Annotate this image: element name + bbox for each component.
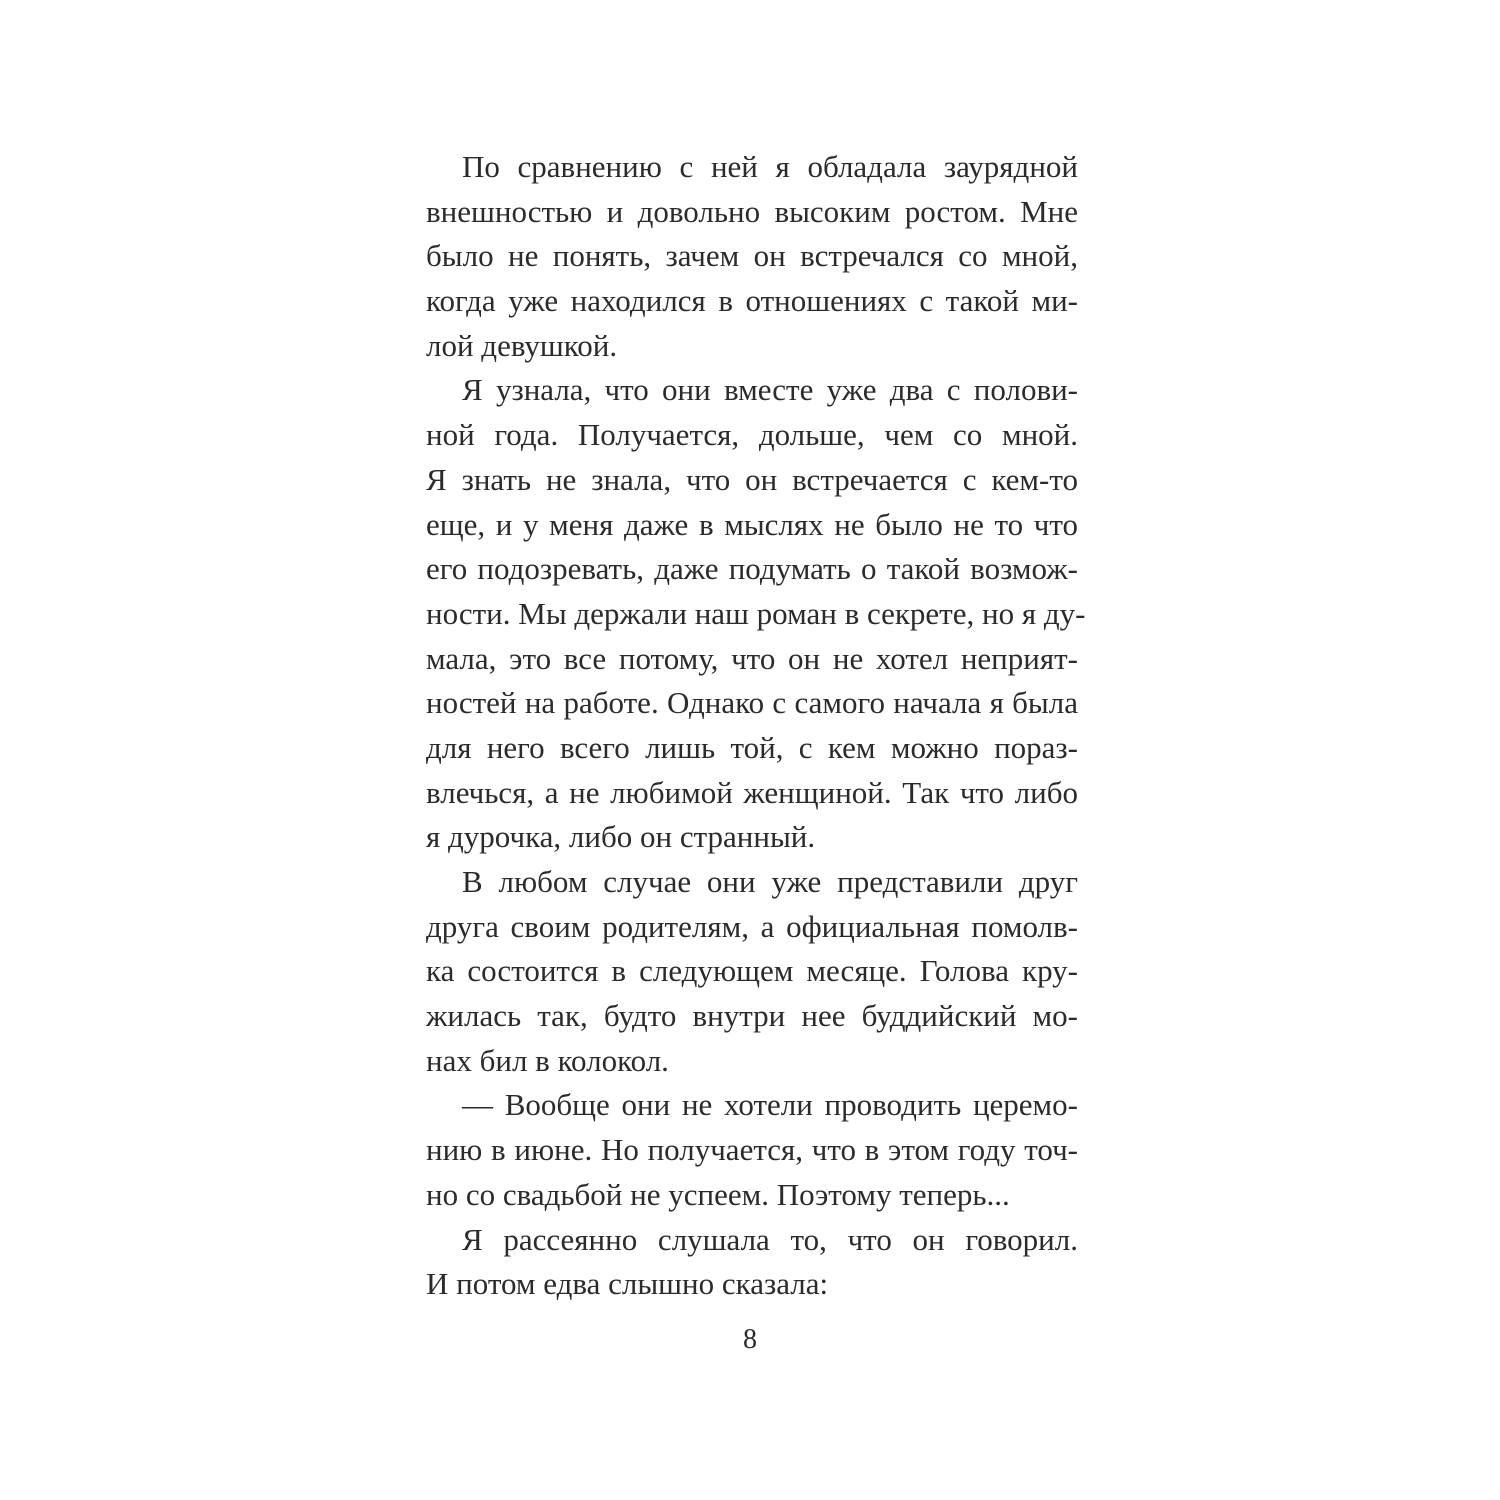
text-line: Я знать не знала, что он встречается с кем-то (426, 461, 1078, 497)
text-line: В любом случае они уже представили друг (462, 864, 1078, 899)
text-line: когда уже находился в отношениях с такой ми- (426, 283, 1078, 319)
text-line: было не понять, зачем он встречался со мной, (426, 238, 1078, 274)
text-line: Я рассеянно слушала то, что он говорил. (462, 1221, 1078, 1257)
text-line: я дурочка, либо он странный. (426, 819, 816, 855)
text-line: для него всего лишь той, с кем можно пораз- (426, 729, 1078, 765)
text-line: внешностью и довольно высоким ростом. Мне (426, 193, 1078, 229)
page-number: 8 (743, 1324, 757, 1355)
page-text (426, 145, 1086, 1307)
text-line: ности. Мы держали наш роман в секрете, но я ду- (426, 595, 1086, 631)
text-line: его подозревать, даже подумать о такой возмож- (426, 551, 1078, 587)
text-line: но со свадьбой не успеем. Поэтому теперь... (426, 1176, 1010, 1212)
text-line: лой девушкой. (426, 327, 618, 363)
text-line: жилась так, будто внутри нее буддийский мо- (426, 998, 1078, 1034)
text-line: По сравнению с ней я обладала заурядной (462, 149, 1078, 184)
text-line: — Вообще они не хотели проводить церемо- (462, 1087, 1078, 1123)
text-line: ной года. Получается, дольше, чем со мной. (426, 417, 1078, 453)
text-line: нию в июне. Но получается, что в этом году точ- (426, 1132, 1078, 1168)
text-line: Я узнала, что они вместе уже два с полови- (462, 372, 1078, 408)
text-line: ностей на работе. Однако с самого начала я была (426, 685, 1078, 721)
text-line: ка состоится в следующем месяце. Голова кру- (426, 953, 1078, 989)
text-line: мала, это все потому, что он не хотел неприят- (426, 640, 1078, 676)
text-line: нах бил в колокол. (426, 1042, 669, 1078)
text-line: еще, и у меня даже в мыслях не было не то что (426, 506, 1078, 542)
text-line: влечься, а не любимой женщиной. Так что либо (426, 774, 1078, 810)
text-line: И потом едва слышно сказала: (426, 1266, 829, 1302)
text-line: друга своим родителям, а официальная помолв- (426, 908, 1078, 944)
